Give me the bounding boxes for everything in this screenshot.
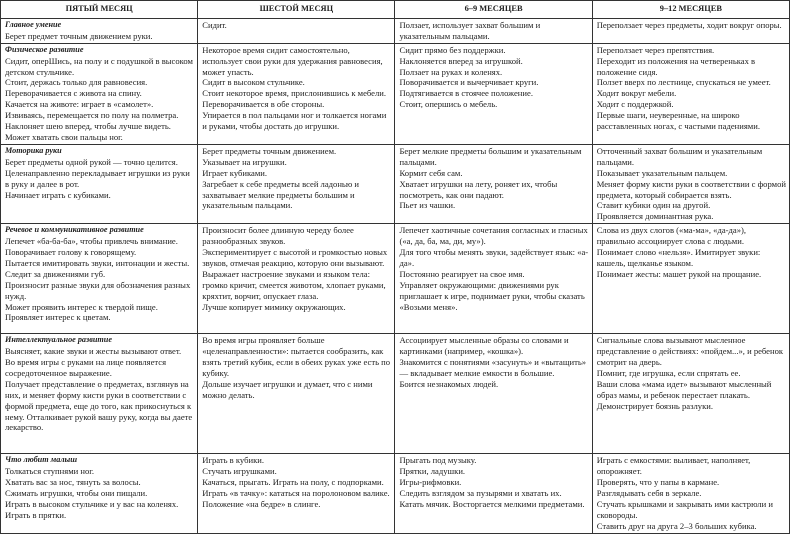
- table-cell: [1, 43, 198, 144]
- table-cell: [592, 224, 789, 334]
- cell-paragraph: Во время игры проявляет больше «целенаправленности»: пытается сообразить, как взять третий кубик, если в обеих руках уже есть по кубику.: [202, 335, 391, 378]
- table-row: [1, 43, 790, 144]
- table-row: [1, 224, 790, 334]
- table-cell: [1, 144, 198, 223]
- cell-paragraph: Хватает игрушки на лету, роняет их, чтобы посмотреть, как они падают.: [399, 178, 558, 200]
- header-months-6-9: 6–9 МЕСЯЦЕВ: [395, 1, 592, 19]
- cell-paragraph: Качаться, прыгать. Играть на полу, с подпорками. Играть «в тачку»: кататься на поролоновом валике.: [202, 477, 390, 498]
- cell-paragraph: Берет предметы одной рукой — точно целится.: [5, 156, 178, 167]
- table-cell: [198, 144, 395, 223]
- cell-paragraph: Следить взглядом за пузырями и хватать их.: [399, 487, 562, 498]
- cell-paragraph: Играть в прятки.: [5, 509, 67, 520]
- cell-paragraph: Проверять, что у папы в кармане.: [596, 477, 720, 488]
- cell-paragraph: Наклоняется вперед за игрушкой.: [399, 55, 523, 66]
- cell-paragraph: Сидит.: [202, 19, 227, 30]
- cell-paragraph: Может хватать свои пальцы ног.: [5, 131, 123, 142]
- cell-paragraph: Играть в высоком стульчике и у вас на коленях.: [5, 498, 179, 509]
- cell-paragraph: Ставить друг на друга 2–3 больших кубика.: [596, 520, 757, 531]
- cell-paragraph: Упирается в пол пальцами ног и толкается ногами и руками, чтобы достать до игрушки.: [202, 110, 387, 132]
- cell-paragraph: Пьет из чашки.: [399, 200, 456, 211]
- table-cell: [592, 454, 789, 533]
- cell-paragraph: Управляет окружающими: движениями рук приглашает к игре, поднимает руки, чтобы сказать «Возьми меня».: [399, 279, 585, 312]
- cell-paragraph: Прыгать под музыку.: [399, 455, 477, 466]
- table-row: [1, 334, 790, 454]
- table-cell: [592, 144, 789, 223]
- cell-paragraph: Кормит себя сам.: [399, 167, 463, 178]
- cell-paragraph: Сигнальные слова вызывают мысленное представление о действиях: «пойдем...», и ребенок смотрит на дверь.: [596, 335, 784, 368]
- cell-paragraph: Проявляется доминантная рука.: [596, 211, 714, 222]
- cell-paragraph: Отточенный захват большим и указательным пальцами.: [596, 145, 763, 167]
- cell-paragraph: Сидит прямо без поддержки.: [399, 44, 506, 55]
- cell-paragraph: Лепечет «ба-ба-ба», чтобы привлечь внимание.: [5, 236, 178, 247]
- cell-paragraph: Во время игры с руками на лице появляется сосредоточенное выражение.: [5, 357, 167, 378]
- cell-paragraph: Загребает к себе предметы всей ладонью и захватывает мелкие предметы большим и указательным пальцами.: [202, 178, 360, 211]
- cell-paragraph: Слова из двух слогов («ма-ма», «да-да»), правильно ассоциирует слова с людьми.: [596, 225, 747, 247]
- cell-paragraph: Берет мелкие предметы большим и указательным пальцами.: [399, 145, 582, 167]
- cell-paragraph: Разглядывать себя в зеркале.: [596, 487, 702, 498]
- cell-paragraph: Выясняет, какие звуки и жесты вызывают ответ.: [5, 346, 182, 357]
- cell-paragraph: Показывает указательным пальцем.: [596, 167, 728, 178]
- cell-paragraph: Катать мячик. Восторгается мелкими предметами.: [399, 498, 585, 509]
- table-body: [1, 18, 790, 533]
- cell-paragraph: Боится незнакомых людей.: [399, 378, 499, 389]
- table-cell: [395, 224, 592, 334]
- cell-paragraph: Стоит некоторое время, прислонившись к мебели.: [202, 88, 387, 99]
- table-cell: [198, 224, 395, 334]
- cell-paragraph: Ползает, использует захват большим и указательным пальцами.: [399, 19, 541, 41]
- cell-paragraph: Качается на животе: играет в «самолет».: [5, 99, 154, 110]
- section-title: Моторика руки: [5, 145, 62, 155]
- header-month-5: ПЯТЫЙ МЕСЯЦ: [1, 1, 198, 19]
- cell-paragraph: Переползает через предметы, ходит вокруг опоры.: [596, 19, 782, 30]
- cell-paragraph: Ставит кубики один на другой.: [596, 200, 711, 211]
- table-cell: [395, 454, 592, 533]
- table-cell: [1, 18, 198, 43]
- cell-paragraph: Следит за движениями губ.: [5, 268, 106, 279]
- cell-paragraph: Экспериментирует с высотой и громкостью новых звуков, отмечая реакцию, которую они вызывают.: [202, 247, 388, 268]
- cell-paragraph: Ползет вверх по лестнице, спускаться не умеет.: [596, 77, 771, 88]
- header-row: [1, 1, 790, 19]
- table-cell: [395, 334, 592, 454]
- cell-paragraph: Лучше копирует мимику окружающих.: [202, 301, 346, 312]
- section-title: Что любит малыш: [5, 455, 78, 465]
- table-cell: [198, 334, 395, 454]
- cell-paragraph: Для того чтобы менять звуки, задействует язык: «а-да».: [399, 247, 589, 268]
- cell-paragraph: Проявляет интерес к цветам.: [5, 312, 111, 323]
- cell-paragraph: Играть в кубики.: [202, 455, 265, 466]
- table-cell: [1, 224, 198, 334]
- cell-paragraph: Ваши слова «мама идет» вызывают мысленный образ мамы, и ребенок перестает плакать.: [596, 378, 772, 400]
- cell-paragraph: Первые шаги, неуверенные, на широко расставленных ногах, с частыми падениями.: [596, 110, 760, 132]
- cell-paragraph: Играть с емкостями: выливает, наполняет, опорожняет.: [596, 455, 751, 477]
- cell-paragraph: Выражает настроение звуками и языком тела: громко кричит, смеется животом, хлопает руками, кряхтит, ворчит, опускает глаза.: [202, 268, 386, 301]
- cell-paragraph: Ассоциирует мысленные образы со словами и картинками (например, «кошка»).: [399, 335, 569, 357]
- cell-paragraph: Переползает через препятствия.: [596, 44, 715, 55]
- header-month-6: ШЕСТОЙ МЕСЯЦ: [198, 1, 395, 19]
- cell-paragraph: Переходит из положения на четвереньках в положение сидя.: [596, 55, 756, 77]
- cell-paragraph: Толкаться ступнями ног.: [5, 466, 94, 477]
- table-cell: [592, 18, 789, 43]
- cell-paragraph: Поворачивается и вычерчивает круги. Подтягивается в стоячее положение.: [399, 77, 539, 99]
- table-cell: [198, 454, 395, 533]
- cell-paragraph: Лепечет хаотичные сочетания согласных и гласных («а, да, ба, ма, ди, му»).: [399, 225, 588, 247]
- cell-paragraph: Пытается имитировать звуки, интонации и жесты.: [5, 257, 190, 268]
- table-cell: [1, 334, 198, 454]
- cell-paragraph: Сидит в высоком стульчике.: [202, 77, 305, 88]
- cell-paragraph: Играет кубиками.: [202, 167, 268, 178]
- cell-paragraph: Стучать крышками и закрывать ими кастрюли и сковороды.: [596, 498, 773, 520]
- cell-paragraph: Прятки, ладушки.: [399, 466, 466, 477]
- cell-paragraph: Извиваясь, перемещается по полу на полметра.: [5, 110, 179, 121]
- table-row: [1, 18, 790, 43]
- table-cell: [395, 18, 592, 43]
- cell-paragraph: Ползает на руках и коленях.: [399, 66, 503, 77]
- cell-paragraph: Дольше изучает игрушки и думает, что с ними можно делать.: [202, 378, 373, 400]
- cell-paragraph: Берет предмет точным движением руки.: [5, 30, 153, 41]
- cell-paragraph: Сидит, оперШись, на полу и с подушкой в высоком детском стульчике.: [5, 55, 193, 77]
- section-title: Физическое развитие: [5, 44, 84, 54]
- table-cell: [1, 454, 198, 533]
- cell-paragraph: Положение «на бедре» в слинге.: [202, 498, 321, 509]
- section-title: Интеллектуальное развитие: [5, 335, 112, 345]
- cell-paragraph: Ходит вокруг мебели.: [596, 88, 677, 99]
- cell-paragraph: Хватать вас за нос, тянуть за волосы.: [5, 477, 141, 488]
- cell-paragraph: Ходит с поддержкой.: [596, 99, 674, 110]
- cell-paragraph: Целенаправленно перекладывает игрушки из руки в руку и далее в рот.: [5, 167, 190, 189]
- table-cell: [592, 43, 789, 144]
- cell-paragraph: Берет предметы точным движением.: [202, 145, 337, 156]
- cell-paragraph: Переворачивается с живота на спину.: [5, 88, 142, 99]
- cell-paragraph: Стоит, опершись о мебель.: [399, 99, 498, 110]
- table-cell: [395, 43, 592, 144]
- section-title: Речевое и коммуникативное развитие: [5, 225, 144, 235]
- cell-paragraph: Понимает жесты: машет рукой на прощание.: [596, 268, 762, 279]
- cell-paragraph: Знакомится с понятиями «засунуть» и «вытащить» — вкладывает мелкие емкости в большие.: [399, 357, 587, 378]
- cell-paragraph: Понимает слово «нельзя». Имитирует звуки: кашель, щелканье языком.: [596, 247, 761, 268]
- cell-paragraph: Наклоняет шею вперед, чтобы лучше видеть.: [5, 121, 171, 132]
- cell-paragraph: Меняет форму кисти руки в соответствии с формой предмета, который собирается взять.: [596, 178, 786, 200]
- cell-paragraph: Может проявить интерес к твердой пище.: [5, 301, 158, 312]
- cell-paragraph: Игры-рифмовки.: [399, 477, 462, 488]
- header-months-9-12: 9–12 МЕСЯЦЕВ: [592, 1, 789, 19]
- cell-paragraph: Помнит, где игрушка, если спрятать ее.: [596, 367, 741, 378]
- cell-paragraph: Получает представление о предметах, взглянув на них, и меняет форму кисти руки в соответствии с формой предмета, еще до того, как прикоснуться к нему. Отталкивает рукой вашу руку, когда вы даете лекарство.: [5, 378, 193, 433]
- table-cell: [198, 18, 395, 43]
- cell-paragraph: Начинает играть с кубиками.: [5, 189, 111, 200]
- cell-paragraph: Стоит, держась только для равновесия.: [5, 77, 148, 88]
- cell-paragraph: Произносит разные звуки для обозначения разных нужд.: [5, 279, 191, 301]
- cell-paragraph: Указывает на игрушки.: [202, 156, 287, 167]
- cell-paragraph: Некоторое время сидит самостоятельно, использует свои руки для удержания равновесия, может упасть.: [202, 44, 383, 77]
- table-row: [1, 144, 790, 223]
- table-cell: [395, 144, 592, 223]
- cell-paragraph: Поворачивает голову к говорящему.: [5, 247, 137, 258]
- cell-paragraph: Переворачивается в обе стороны.: [202, 99, 325, 110]
- cell-paragraph: Сжимать игрушки, чтобы они пищали.: [5, 487, 148, 498]
- cell-paragraph: Стучать игрушками.: [202, 466, 277, 477]
- cell-paragraph: Постоянно реагирует на свое имя.: [399, 268, 525, 279]
- cell-paragraph: Произносит более длинную череду более разнообразных звуков.: [202, 225, 354, 247]
- cell-paragraph: Демонстрирует боязнь разлуки.: [596, 400, 714, 411]
- section-title: Главное умение: [5, 19, 62, 29]
- table-cell: [198, 43, 395, 144]
- table-cell: [592, 334, 789, 454]
- table-row: [1, 454, 790, 533]
